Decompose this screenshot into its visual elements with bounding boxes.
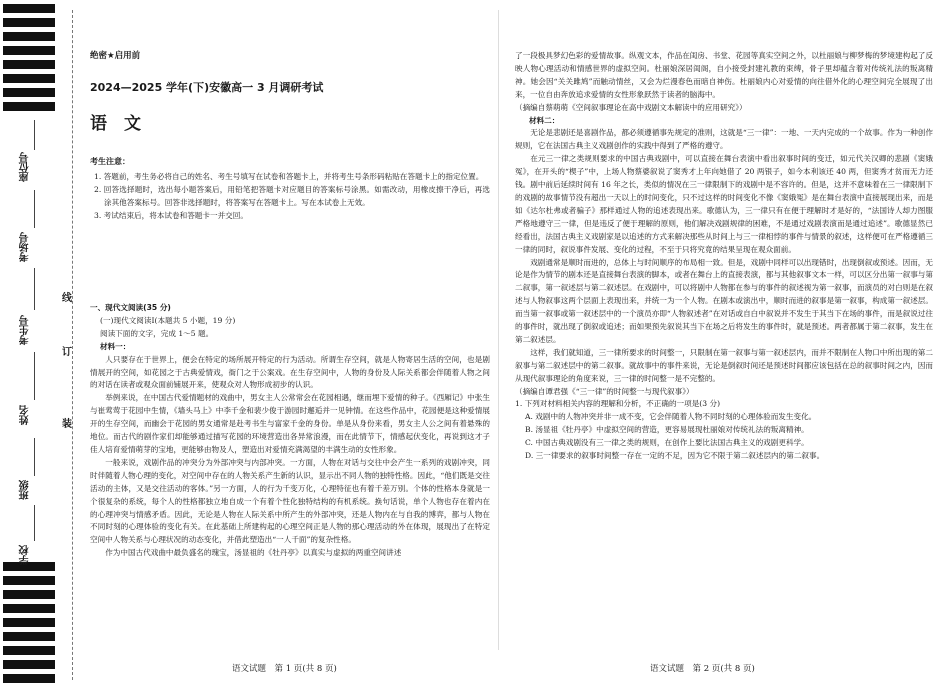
note-item: 2. 回答选择题时，选出每小题答案后，用铅笔把答题卡对应题目的答案标号涂黑。如需改动，用橡皮擦干净后，再选涂其他答案标号。回答非选择题时，将答案写在答题卡上。写在本试卷上无效。	[94, 184, 490, 207]
paragraph: 在元三一律之类规则要求的中国古典戏剧中，可以直接在舞台表演中看出叙事时间的变迁，如元代关汉卿的悲剧《窦娥冤》，在开头的“楔子”中，上场人物蔡婆叙说了窦秀才上年向她借了 20 两银子，如今本利该还 40 两，但窦秀才贫而无力还钱。剧中前后延续时间有 16 年之长，类似的情况在三一律限制下的戏剧中是不容许的。但是，这并不意味着在三一律限制下的戏剧的故事情节没有超出一天以上的时间变化，只不过这样的时间变化不像《窦娥冤》是在舞台表演中直接展现出来，而是如《达尔杜弗或者骗子》那样通过人物的追述表现出来。歌德认为，三一律只有在便于理解时才是好的，“法国诗人却力图服严格地遵守三一律，但是违反了便于理解的原则，他们解决戏剧规律的困难，不是通过戏剧表演而是通过追述”。歌德显然已经看出，法国古典主义戏剧家是以追述的方式来解决那些从时间上与三一律相悖的事件与情景的叙述，这样便可在严格遵循三一律的同时，叙说事件发展、变化的过程，不至于只将究竟的结果呈现在观众面前。	[515, 154, 933, 254]
paragraph: 戏剧通常是顺时而进的，总体上与时间顺序的布局相一致。但是，戏剧中同样可以出现错时，出现倒叙或预述。因而，无论是作为情节的剧本还是直接舞台表演的脚本，或者在舞台上的直接表演，都与其他叙事文本一样，可以区分出第一叙事与第二叙事，第一叙述层与第二叙述层。在戏剧中，可以将剧中人物都在参与的事件的叙述视为第一叙事，而演员的对白则是在叙述与人物叙事这两个层面上表现出来，并统一为一个人物。在剧本或演出中，顺时而进的叙事是第一叙事，构成第一叙述层。而当第一叙事或第一叙述层中的一个演员亦即“人物叙述者”在对话或自白中叙说并不发生于其当下在场的事件，而是叙说过往的事件时，就出现了倒叙或追述；而如果预先叙说其当下在场之后将发生的事件时，就是预述。两者都属于第二叙事，发生在第二叙述层。	[515, 257, 933, 344]
binding-bar	[3, 590, 55, 599]
class-label: 班级	[20, 480, 31, 500]
binding-mark-line: 线	[62, 286, 72, 307]
reading-section	[90, 302, 490, 560]
binding-bar	[3, 604, 55, 613]
exam-notes	[90, 156, 490, 223]
section-heading: 一、现代文阅读(35 分)	[90, 303, 171, 312]
citation: （摘编自蔡萌萌《空间叙事理论在高中戏剧文本解读中的应用研究》）	[515, 102, 747, 112]
paragraph: 了一段极具梦幻色彩的爱情故事。纵观文本，作品在闺房、书堂、花园等真实空间之外，以杜丽娘与柳梦梅的梦境建构起了反映人物心理活动和情感世界的虚拟空间。杜丽娘深居闺阁，自小接受封建礼教的束缚，骨子里却蕴含着对传统礼法的叛离精神。她会因“关关雎鸠”而触动情丝，又会为烂漫春色而暗自神伤。杜丽娘内心对爱情的向往借外化的心理空间完全展现了出来，一位自由奔放追求爱情的女性形象跃然于读者的脑海中。	[515, 51, 933, 99]
class-line	[34, 438, 35, 476]
room-number-line	[34, 190, 35, 228]
page-divider	[498, 10, 499, 650]
binding-bar	[3, 4, 55, 13]
student-number-line	[34, 268, 35, 310]
notes-title: 考生注意：	[90, 157, 130, 166]
seat-number-line	[34, 120, 35, 150]
room-number-label: 考场号	[20, 232, 31, 262]
note-item: 1. 答题前，考生务必将自己的姓名、考生号填写在试卷和答题卡上，并将考生号条形码粘贴在答题卡上的指定位置。	[94, 171, 484, 181]
paragraph: 无论是悲剧还是喜剧作品，都必须遵循事先规定的准则，这就是“三一律”：一地、一天内完成的一个故事。作为一种创作规则，它在法国古典主义戏剧创作的实践中得到了严格的遵守。	[515, 128, 933, 151]
student-number-label: 考生号	[20, 315, 31, 345]
subject-title: 语 文	[90, 114, 141, 134]
paragraph: 一般来说，戏剧作品的冲突分为外部冲突与内部冲突。一方面，人物在对话与交往中会产生一系列的戏剧冲突，同时伴随着人物心理的变化，对空间中存在的人物关系产生新的认识，显示出不同人物的独特性格。因此，“他们既是交往活动的主体，又是交往活动的客体。”另一方面，人的行为千变万化，心理特征也有着千差万别。个体的性格本身就是一个很复杂的系统，每个人的性格都独立地自成一个有着个性化独特结构的有机系统。换句话说，单个人物也存在着内在的心理冲突与情感矛盾。因此，无论是人物在人际关系中所产生的外部冲突，还是人物内在与自我的博弈，都与人物在不同时刻的心理体验的变化有关。在此基础上所建构起的心理空间正是人物的那心理活动的外在体现，展现出了在特定空间中人物关系与心理状况的动态变化，并借此塑造出“一人千面”的复杂性格。	[90, 457, 490, 545]
page-1-footer: 语文试题 第 1 页(共 8 页)	[232, 664, 337, 674]
material-one-label: 材料一：	[100, 341, 131, 351]
option-d: D. 三一律要求的叙事时间整一存在一定的不足，因为它不限于第二叙述层内的第二叙事。	[525, 451, 825, 461]
name-line	[34, 352, 35, 400]
binding-bar	[3, 632, 55, 641]
page-2-footer: 语文试题 第 2 页(共 8 页)	[650, 664, 755, 674]
option-a: A. 戏剧中的人物冲突并非一成不变，它会伴随着人物不同时刻的心理体验而发生变化。	[525, 412, 817, 422]
option-c: C. 中国古典戏剧没有三一律之类的规则，在创作上要比法国古典主义的戏剧更科学。	[525, 438, 809, 448]
subsection-heading: (一)现代文阅读Ⅰ(本题共 5 小题，19 分)	[100, 315, 236, 325]
binding-bar	[3, 88, 55, 97]
paragraph: 这样，我们就知道，三一律所要求的时间整一，只限制在第一叙事与第一叙述层内，而并不限制在人物口中所出现的第二叙事与第二叙述层中的第二叙事。就故事中的事件来说，无论是倒叙时间还是预述时间都应该包括在总的叙事时间之内，因而从现代叙事理论的角度来说，三一律的时间整一是不完整的。	[515, 347, 933, 383]
reading-instruction: 阅读下面的文字，完成 1～5 题。	[100, 328, 214, 338]
binding-bar	[3, 618, 55, 627]
binding-bar	[3, 646, 55, 655]
material-two-label: 材料二：	[529, 115, 560, 125]
paragraph: 作为中国古代戏曲中最负盛名的瑰宝，汤显祖的《牡丹亭》以真实与虚拟的两重空间讲述	[105, 548, 402, 558]
binding-bar	[3, 660, 55, 669]
binding-bar	[3, 674, 55, 683]
question-stem: 1. 下列对材料相关内容的理解和分析，不正确的一项是(3 分)	[515, 399, 721, 409]
option-b: B. 汤显祖《牡丹亭》中虚拟空间的营造，更容易展现杜丽娘对传统礼法的叛离精神。	[525, 425, 809, 435]
name-label: 姓名	[20, 405, 31, 425]
exam-title: 2024—2025 学年(下)安徽高一 3 月调研考试	[90, 81, 324, 94]
paragraph: 人只要存在于世界上，便会在特定的场所展开特定的行为活动。所谓生存空间，就是人物寄居生活的空间，也是剧情展开的空间，如花园之于古典爱情戏，衙门之于公案戏。在生存空间中，人物的身份及人际关系都会伴随着人物之间的对话在读者或观众面前铺展开来，使观众对人物形成初步的认识。	[90, 354, 490, 390]
binding-mark-install: 装	[62, 412, 72, 433]
binding-bar	[3, 60, 55, 69]
note-item: 3. 考试结束后，将本试卷和答题卡一并交回。	[94, 210, 248, 220]
paragraph: 举例来说，在中国古代爱情题材的戏曲中，男女主人公常常会在花园相遇，继而埋下爱情的种子。《西厢记》中张生与崔莺莺于花园中生情，《墙头马上》中李千金和裴少俊于游园时邂逅并一见钟情。在这些作品中，花园便是这种爱情展开的生存空间，而幽会于花园的男女通常是赴考书生与富家千金的身份。单是从身份来看，男女主人公之间有着悬殊的地位。而古代的剧作家们却能够通过描写花园的环境营造出各异常浪漫，而在此情节下，情感起伏变化，再说到这才子佳人培育爱情萌芽的宝地，更能够由物及人，塑造出对爱情充满渴望的丰满生动的女性形象。	[90, 393, 490, 454]
page-2	[515, 50, 933, 463]
binding-bar	[3, 102, 55, 111]
school-label: 学校	[20, 545, 31, 565]
binding-bar	[3, 46, 55, 55]
confidential-badge: 绝密★启用前	[90, 51, 141, 61]
school-line	[34, 505, 35, 541]
binding-bar	[3, 576, 55, 585]
binding-bar	[3, 32, 55, 41]
binding-cut-line	[72, 10, 73, 680]
citation: （摘编自谭君强《“三一律”的时间整一与现代叙事》）	[515, 386, 694, 396]
binding-bar	[3, 74, 55, 83]
binding-mark-bind: 订	[62, 340, 72, 361]
binding-bar	[3, 18, 55, 27]
seat-number-label: 座位号	[20, 152, 31, 182]
